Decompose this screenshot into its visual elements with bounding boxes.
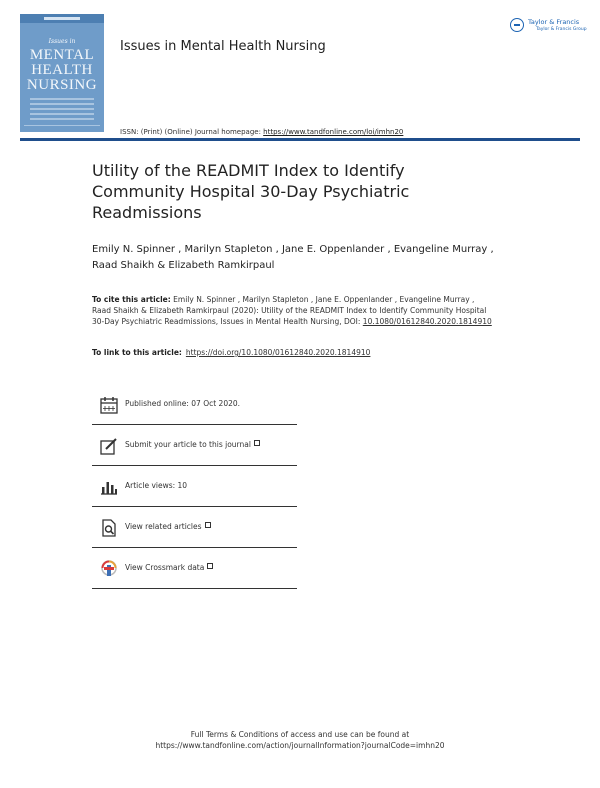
external-link-icon bbox=[254, 440, 260, 446]
cite-label: To cite this article: bbox=[92, 295, 171, 304]
related-document-icon bbox=[100, 519, 118, 537]
published-date: Published online: 07 Oct 2020. bbox=[125, 399, 241, 408]
issn-line bbox=[120, 128, 403, 136]
edit-icon bbox=[100, 437, 118, 455]
header-divider bbox=[20, 138, 580, 141]
published-row bbox=[92, 384, 297, 425]
footer-journal-info-link[interactable]: https://www.tandfonline.com/action/journalInformation?journalCode=imhn20 bbox=[155, 741, 445, 750]
crossmark-link[interactable]: View Crossmark data bbox=[125, 563, 213, 572]
cover-word-mental: MENTAL bbox=[29, 47, 95, 63]
journal-homepage-link[interactable]: https://www.tandfonline.com/loi/imhn20 bbox=[263, 128, 404, 136]
publisher-name: Taylor & Francis bbox=[528, 18, 580, 26]
crossmark-icon bbox=[100, 560, 118, 578]
cover-band bbox=[20, 14, 104, 23]
external-link-icon bbox=[207, 563, 213, 569]
cite-doi-link[interactable]: 10.1080/01612840.2020.1814910 bbox=[362, 317, 492, 326]
calendar-icon bbox=[100, 396, 118, 414]
bar-chart-icon bbox=[100, 478, 118, 496]
submit-article-row[interactable] bbox=[92, 425, 297, 466]
crossmark-row[interactable] bbox=[92, 548, 297, 589]
terms-footer bbox=[0, 729, 600, 751]
article-authors: Emily N. Spinner , Marilyn Stapleton , Jane E. Oppenlander , Evangeline Murray , Raad Shaikh & Elizabeth Ramkirpaul bbox=[92, 244, 494, 271]
cover-issues-in: Issues in bbox=[48, 38, 76, 45]
article-views: Article views: 10 bbox=[125, 481, 188, 490]
issn-text: ISSN: (Print) (Online) Journal homepage: bbox=[120, 128, 264, 136]
publisher-logo[interactable] bbox=[510, 17, 587, 35]
cover-text-lines bbox=[30, 98, 94, 123]
journal-cover[interactable] bbox=[20, 14, 104, 132]
journal-title: Issues in Mental Health Nursing bbox=[120, 39, 326, 54]
article-actions bbox=[92, 384, 297, 589]
related-articles-link[interactable]: View related articles bbox=[125, 522, 211, 531]
publisher-subname: Taylor & Francis Group bbox=[536, 27, 587, 32]
cover-word-health: HEALTH bbox=[31, 62, 93, 78]
cover-footer-line bbox=[24, 125, 100, 129]
article-link-line bbox=[92, 348, 370, 357]
link-label: To link to this article: bbox=[92, 348, 182, 357]
article-doi-link[interactable]: https://doi.org/10.1080/01612840.2020.1814910 bbox=[185, 348, 371, 357]
external-link-icon bbox=[205, 522, 211, 528]
cite-text: Emily N. Spinner , Marilyn Stapleton , Jane E. Oppenlander , Evangeline Murray , Raad Shaikh & Elizabeth Ramkirpaul (2020): Utility of the READMIT Index to Identify Community Hospital 30-Day Psychiatric Readmissions, Issues in Mental Health Nursing, DOI: bbox=[92, 295, 487, 326]
footer-terms-text: Full Terms & Conditions of access and use can be found at bbox=[190, 730, 410, 739]
article-title: Utility of the READMIT Index to Identify Community Hospital 30-Day Psychiatric Readmissions bbox=[92, 161, 410, 222]
cover-word-nursing: NURSING bbox=[26, 77, 98, 93]
submit-article-link[interactable]: Submit your article to this journal bbox=[125, 440, 260, 449]
citation-block bbox=[92, 294, 492, 327]
related-articles-row[interactable] bbox=[92, 507, 297, 548]
publisher-logo-icon bbox=[510, 18, 524, 32]
article-views-row bbox=[92, 466, 297, 507]
